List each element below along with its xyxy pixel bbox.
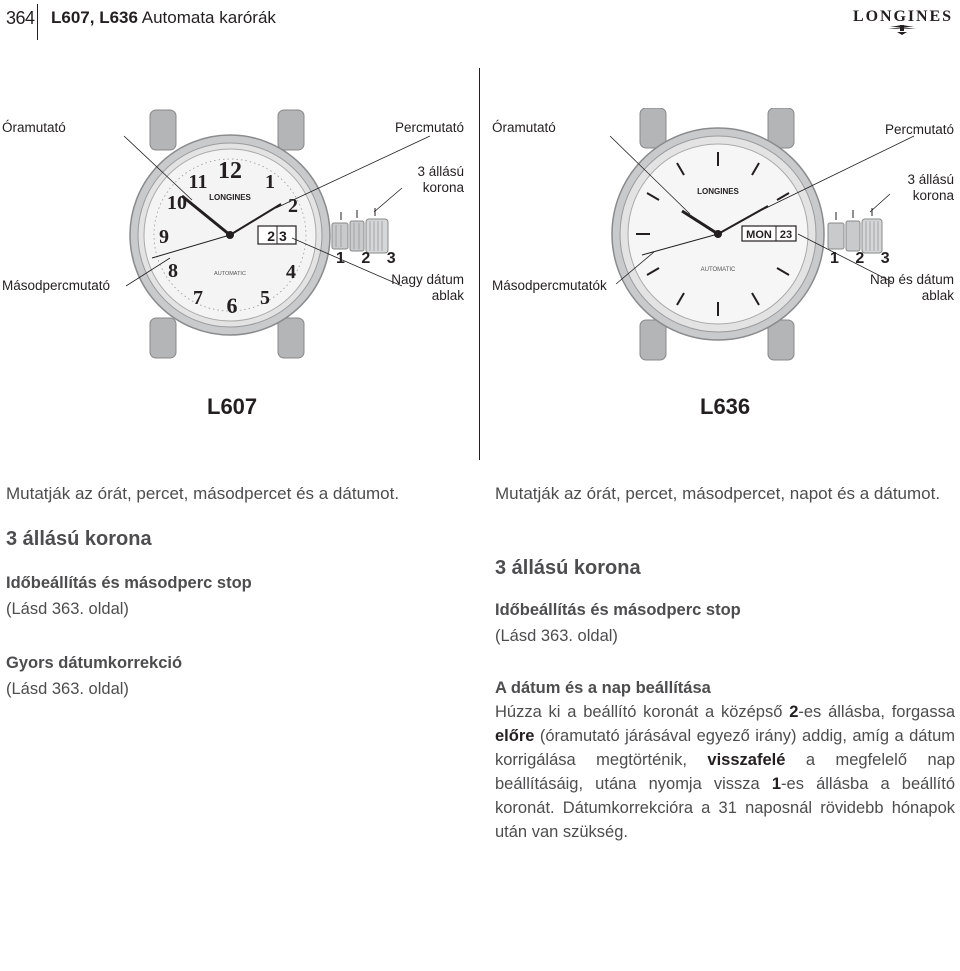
- model-name-l607: L607: [207, 394, 258, 419]
- dial-numeral-9: 9: [159, 226, 169, 248]
- l636-section-day-date-title: A dátum és a nap beállítása: [495, 679, 711, 697]
- label-crown: 3 állású korona: [417, 164, 464, 195]
- date-window-digits: 23: [779, 229, 793, 241]
- label-seconds-hand: Másodpercmutató: [2, 278, 111, 293]
- l636-crown-heading: 3 állású korona: [495, 557, 641, 579]
- dial-automatic: AUTOMATIC: [214, 271, 246, 277]
- day-window: MON: [746, 229, 772, 241]
- watch-illustration-l607: [2, 108, 472, 370]
- dial-numeral-7: 7: [193, 287, 203, 309]
- label-hour-hand: Óramutató: [492, 120, 556, 135]
- column-divider: [479, 68, 480, 460]
- page-number: 364: [6, 8, 35, 28]
- l607-intro: Mutatják az órát, percet, másodpercet és a dátumot.: [6, 484, 400, 503]
- page-header-title: [51, 8, 276, 28]
- l636-intro: Mutatják az órát, percet, másodpercet, napot és a dátumot.: [495, 484, 941, 503]
- label-date-window: Nagy dátum ablak: [391, 272, 464, 303]
- dial-brand: LONGINES: [697, 187, 739, 196]
- l636-day-date-paragraph: Húzza ki a beállító koronát a középső 2-es állásba, forgassa előre (óramutató járásával egyező irány) addig, amíg a dátum korrigálása megtörténik, visszafelé a megfelelő nap beállításáig, utána nyomja vissza 1-es állásba a beállító koronát. Dátumkorrekcióra a 31 naposnál rövidebb hónapok után van szükség.: [495, 703, 956, 841]
- dial-numeral-4: 4: [286, 261, 296, 283]
- winged-hourglass-icon: [888, 25, 916, 35]
- watch-figure-l636: [492, 108, 960, 370]
- dial-numeral-11: 11: [188, 171, 208, 193]
- header-subtitle: Automata karórák: [141, 8, 276, 27]
- l607-crown-heading: 3 állású korona: [6, 528, 152, 550]
- date-window-digits: 2 3: [267, 228, 287, 244]
- label-minute-hand: Percmutató: [884, 122, 954, 137]
- logo-wordmark: LONGINES: [853, 8, 951, 25]
- dial-numeral-6: 6: [226, 293, 238, 318]
- dial-brand: LONGINES: [209, 193, 251, 202]
- dial-numeral-8: 8: [168, 260, 178, 282]
- dial-numeral-10: 10: [167, 192, 187, 214]
- l636-section-time-setting-ref: (Lásd 363. oldal): [495, 627, 618, 645]
- crown-positions: 1 2 3: [830, 250, 896, 267]
- l636-section-time-setting-title: Időbeállítás és másodperc stop: [495, 601, 741, 619]
- label-day-date-window: Nap és dátum ablak: [869, 272, 954, 303]
- dial-numeral-5: 5: [260, 287, 270, 309]
- label-minute-hand: Percmutató: [394, 120, 464, 135]
- dial-numeral-12: 12: [218, 158, 242, 184]
- dial-numeral-2: 2: [288, 195, 298, 217]
- watch-illustration-l636: [492, 108, 960, 370]
- header-divider: [37, 4, 38, 40]
- label-hour-hand: Óramutató: [2, 120, 66, 135]
- watch-figure-l607: [2, 108, 472, 370]
- label-seconds-hands: Másodpercmutatók: [492, 278, 607, 293]
- crown-positions: 1 2 3: [336, 250, 402, 267]
- dial-numeral-1: 1: [265, 171, 275, 193]
- longines-logo: [852, 6, 952, 36]
- l607-section-date-correction-ref: (Lásd 363. oldal): [6, 680, 129, 698]
- dial-automatic: AUTOMATIC: [700, 267, 736, 273]
- header-models: L607, L636: [51, 8, 138, 27]
- l607-section-time-setting-ref: (Lásd 363. oldal): [6, 600, 129, 618]
- l607-section-date-correction-title: Gyors dátumkorrekció: [6, 654, 183, 672]
- l607-section-time-setting-title: Időbeállítás és másodperc stop: [6, 574, 252, 592]
- model-name-l636: L636: [700, 394, 751, 419]
- label-crown: 3 állású korona: [907, 172, 954, 203]
